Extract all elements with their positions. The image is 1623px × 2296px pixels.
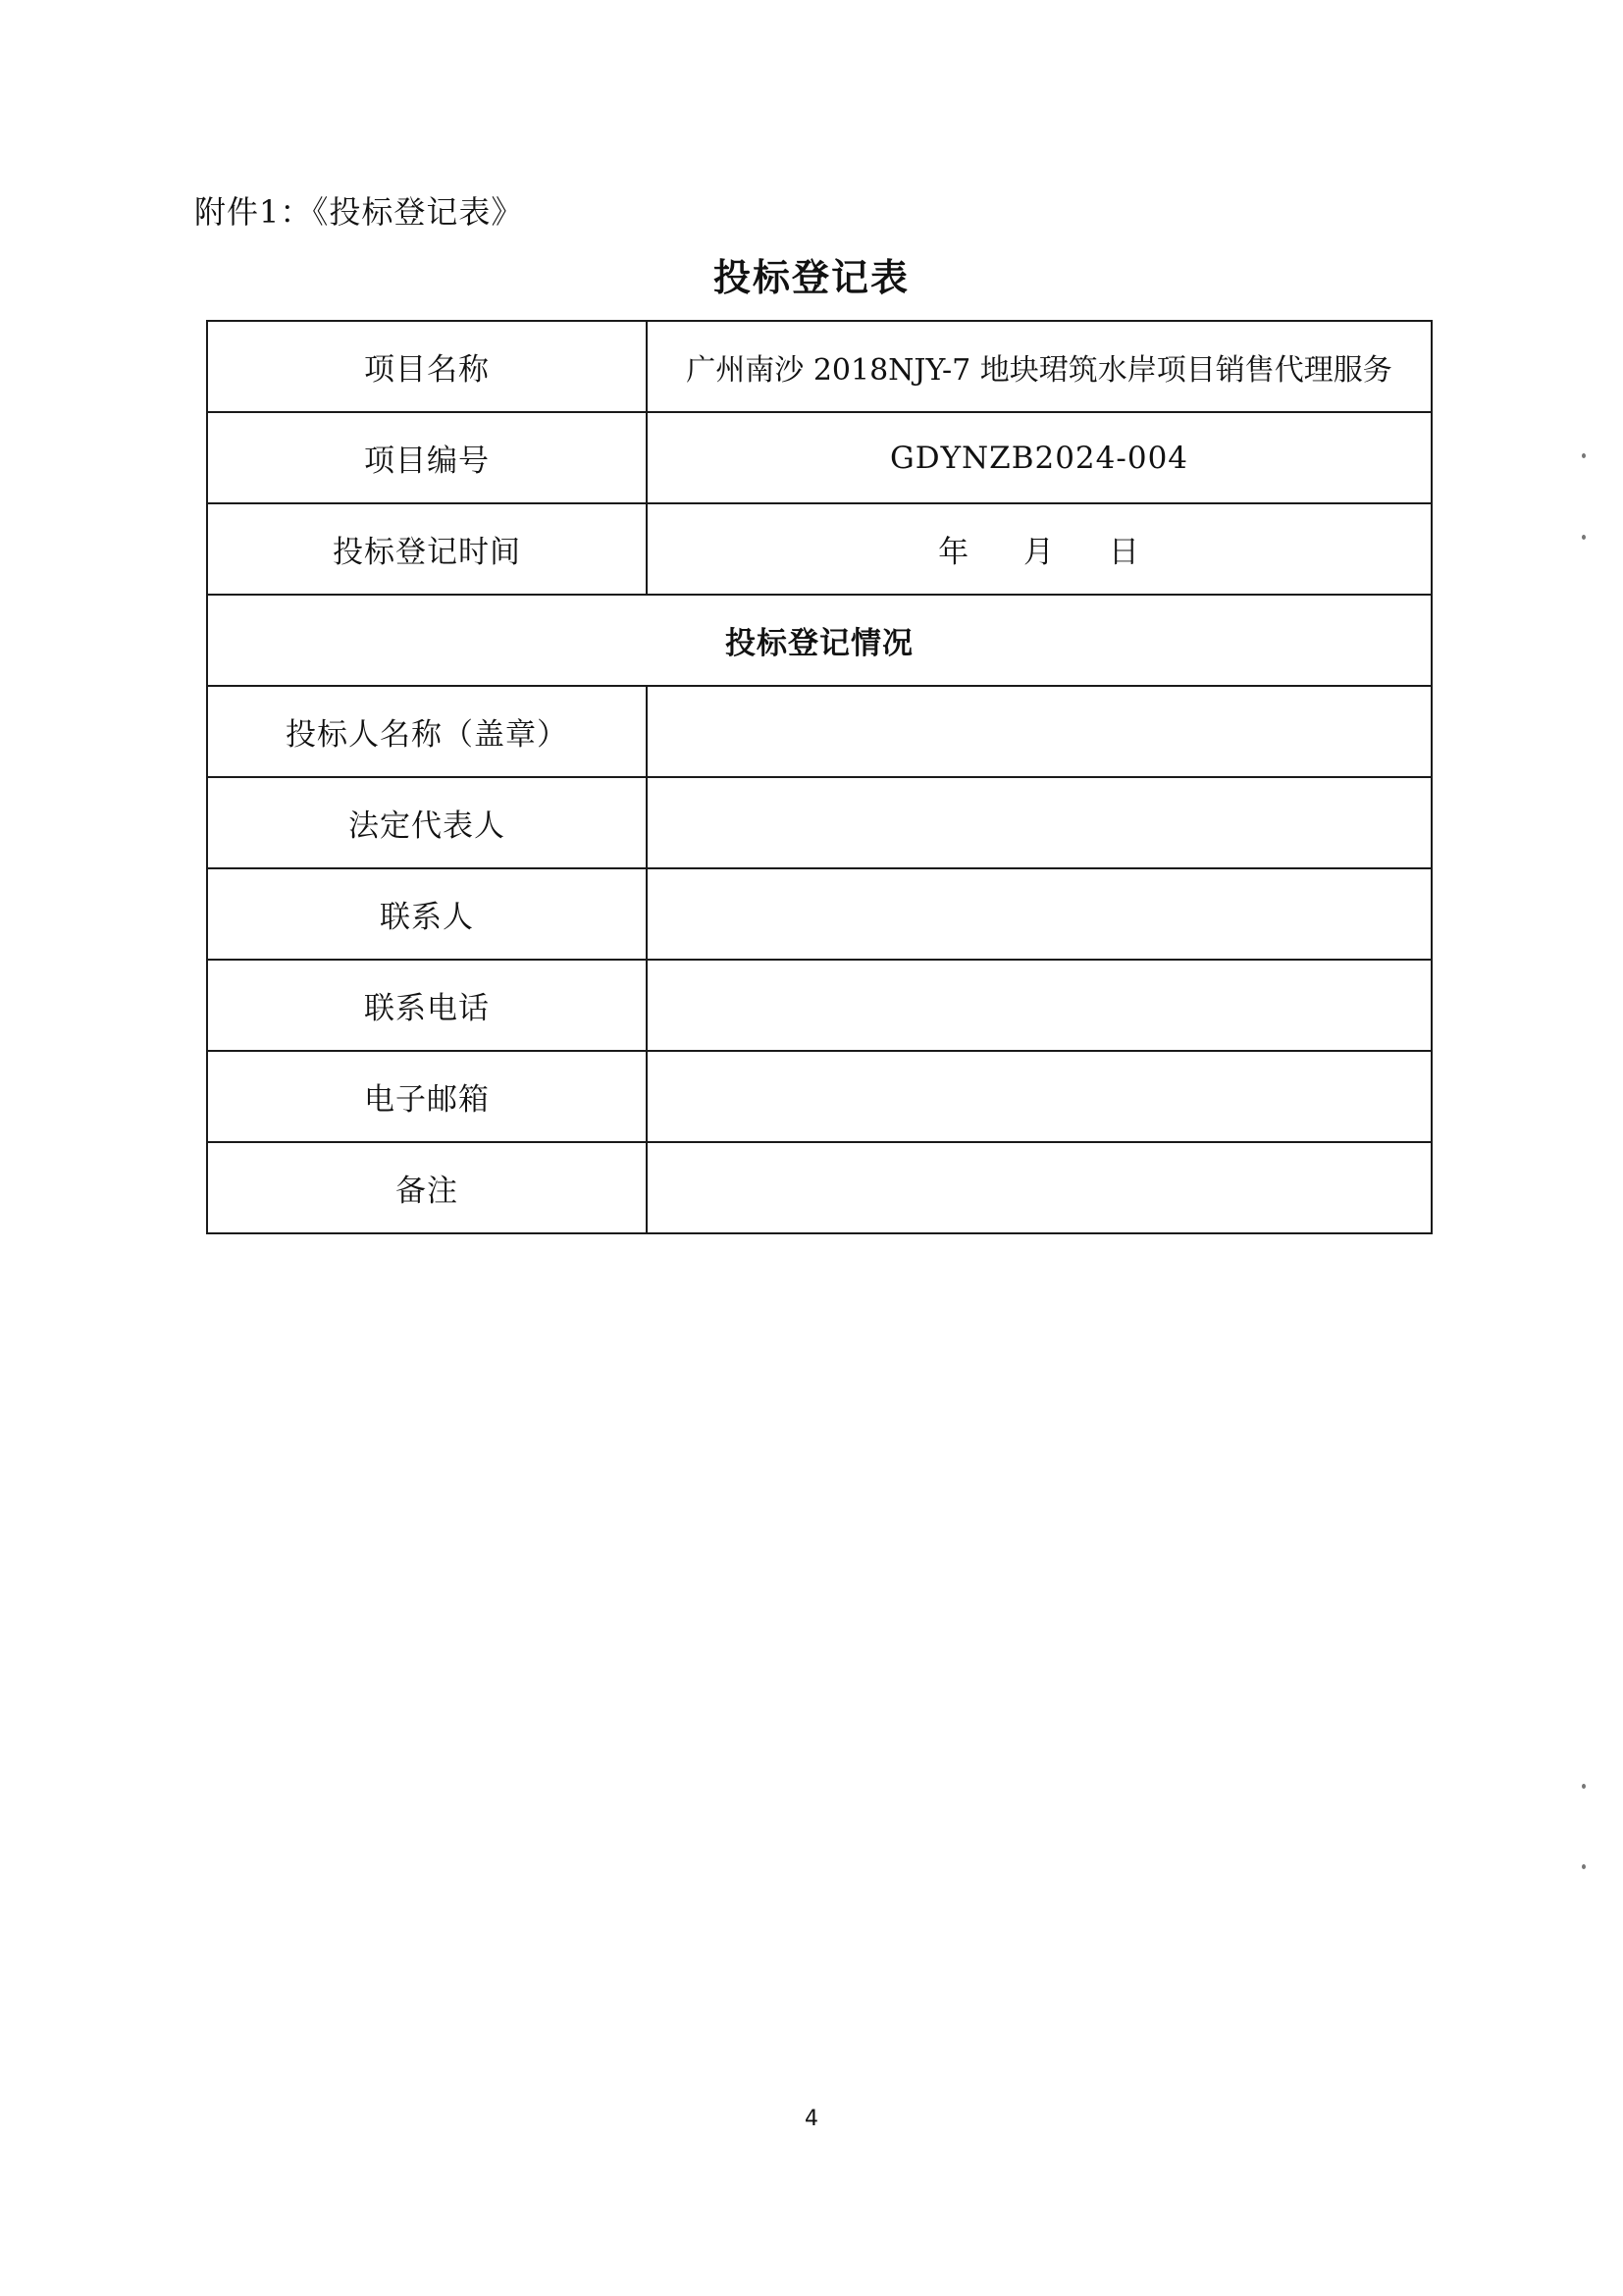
remarks-field[interactable] <box>647 1142 1432 1233</box>
table-row-project-number <box>207 412 1432 503</box>
table-row-remarks <box>207 1142 1432 1233</box>
contact-phone-label: 联系电话 <box>207 960 647 1051</box>
table-row-section-header <box>207 595 1432 686</box>
scan-speck <box>1582 535 1586 540</box>
contact-person-label: 联系人 <box>207 868 647 960</box>
document-title: 投标登记表 <box>712 256 910 299</box>
legal-representative-label: 法定代表人 <box>207 777 647 868</box>
scan-speck <box>1582 453 1586 458</box>
bidder-name-field[interactable] <box>647 686 1432 777</box>
table-row-project-name <box>207 321 1432 412</box>
table-row-registration-time <box>207 503 1432 595</box>
bidder-name-label: 投标人名称（盖章） <box>207 686 647 777</box>
scan-speck <box>1582 1864 1586 1869</box>
table-row-email <box>207 1051 1432 1142</box>
attachment-label: 附件1：《投标登记表》 <box>194 193 524 231</box>
year-unit: 年 <box>938 535 970 570</box>
contact-phone-field[interactable] <box>647 960 1432 1051</box>
project-number-value: GDYNZB2024-004 <box>647 412 1432 503</box>
table-row-contact-person <box>207 868 1432 960</box>
project-name-value: 广州南沙 2018NJY-7 地块珺筑水岸项目销售代理服务 <box>647 321 1432 412</box>
registration-time-label: 投标登记时间 <box>207 503 647 595</box>
table-row-bidder-name <box>207 686 1432 777</box>
registration-table <box>206 320 1433 1234</box>
day-unit: 日 <box>1108 535 1140 570</box>
month-unit: 月 <box>1023 535 1055 570</box>
legal-representative-field[interactable] <box>647 777 1432 868</box>
page-number: 4 <box>805 2107 818 2131</box>
email-field[interactable] <box>647 1051 1432 1142</box>
scan-speck <box>1582 1784 1586 1789</box>
table-row-legal-representative <box>207 777 1432 868</box>
section-header: 投标登记情况 <box>207 595 1432 686</box>
project-name-label: 项目名称 <box>207 321 647 412</box>
project-number-label: 项目编号 <box>207 412 647 503</box>
registration-time-value[interactable] <box>647 503 1432 595</box>
table-row-contact-phone <box>207 960 1432 1051</box>
email-label: 电子邮箱 <box>207 1051 647 1142</box>
remarks-label: 备注 <box>207 1142 647 1233</box>
contact-person-field[interactable] <box>647 868 1432 960</box>
